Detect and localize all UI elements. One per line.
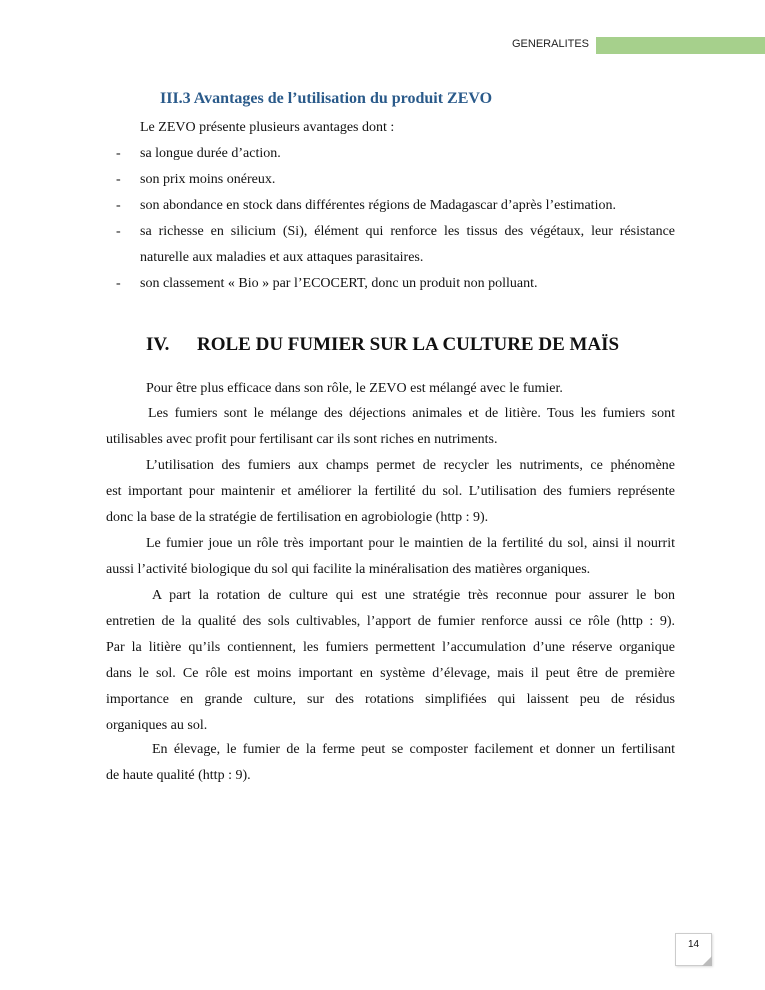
paragraph-line: de haute qualité (http : 9). <box>106 768 251 783</box>
paragraph <box>106 453 675 531</box>
bullet-dash: - <box>116 146 121 161</box>
bullet-dash: - <box>116 172 121 187</box>
paragraph <box>106 376 675 402</box>
bullet-line: son prix moins onéreux. <box>140 172 276 187</box>
header-bar <box>596 37 765 54</box>
bullet-line: naturelle aux maladies et aux attaques parasitaires. <box>140 250 424 265</box>
bullet-line: sa longue durée d’action. <box>140 146 281 161</box>
bullet-item <box>106 271 675 297</box>
bullet-dash: - <box>116 276 121 291</box>
section-number: IV. <box>146 334 170 355</box>
paragraph-line: Par la litière qu’ils contiennent, les fumiers permettent l’accumulation d’une réserve organique <box>106 640 675 655</box>
bullet-item <box>106 219 675 271</box>
bullet-dash: - <box>116 198 121 213</box>
page-number-text: 14 <box>687 939 700 950</box>
bullet-dash: - <box>116 224 121 239</box>
paragraph <box>106 531 675 583</box>
paragraph <box>106 401 675 453</box>
paragraph <box>106 737 675 789</box>
intro-line: Le ZEVO présente plusieurs avantages dont : <box>140 120 395 135</box>
page-number <box>675 933 712 966</box>
paragraph-line: utilisables avec profit pour fertilisant car ils sont riches en nutriments. <box>106 432 498 447</box>
section-heading-iv <box>146 334 619 356</box>
paragraph-line: A part la rotation de culture qui est une stratégie très reconnue pour assurer le bon <box>152 588 675 603</box>
intro-text <box>106 115 675 141</box>
section-heading-iii3: III.3 Avantages de l’utilisation du produit ZEVO <box>160 90 493 107</box>
bullet-line: sa richesse en silicium (Si), élément qui renforce les tissus des végétaux, leur résistance <box>140 224 675 239</box>
bullet-item <box>106 193 675 219</box>
paragraph-line: Pour être plus efficace dans son rôle, le ZEVO est mélangé avec le fumier. <box>146 381 563 396</box>
bullet-item <box>106 167 675 193</box>
paragraph-line: dans le sol. Ce rôle est moins important en système d’élevage, mais il peut être de première <box>106 666 675 681</box>
bullet-item <box>106 141 675 167</box>
paragraph-line: est important pour maintenir et améliorer la fertilité du sol. L’utilisation des fumiers représente <box>106 484 675 499</box>
paragraph-line: Le fumier joue un rôle très important pour le maintien de la fertilité du sol, ainsi il nourrit <box>146 536 675 551</box>
paragraph-line: donc la base de la stratégie de fertilisation en agrobiologie (http : 9). <box>106 510 489 525</box>
bullet-line: son abondance en stock dans différentes régions de Madagascar d’après l’estimation. <box>140 198 616 213</box>
page-curl-icon <box>702 956 712 966</box>
paragraph-line: entretien de la qualité des sols cultivables, l’apport de fumier renforce aussi ce rôle (http : 9). <box>106 614 675 629</box>
paragraph-line: L’utilisation des fumiers aux champs permet de recycler les nutriments, ce phénomène <box>146 458 675 473</box>
section-title: ROLE DU FUMIER SUR LA CULTURE DE MAÏS <box>197 334 620 355</box>
paragraph-line: organiques au sol. <box>106 718 208 733</box>
paragraph-line: En élevage, le fumier de la ferme peut se composter facilement et donner un fertilisant <box>152 742 675 757</box>
paragraph <box>106 583 675 739</box>
paragraph-line: Les fumiers sont le mélange des déjections animales et de litière. Tous les fumiers sont <box>148 406 675 421</box>
running-header: GENERALITES <box>512 38 590 50</box>
paragraph-line: aussi l’activité biologique du sol qui facilite la minéralisation des matières organiques. <box>106 562 591 577</box>
bullet-line: son classement « Bio » par l’ECOCERT, donc un produit non polluant. <box>140 276 538 291</box>
paragraph-line: importance en grande culture, sur des rotations simplifiées qui laissent peu de résidus <box>106 692 675 707</box>
